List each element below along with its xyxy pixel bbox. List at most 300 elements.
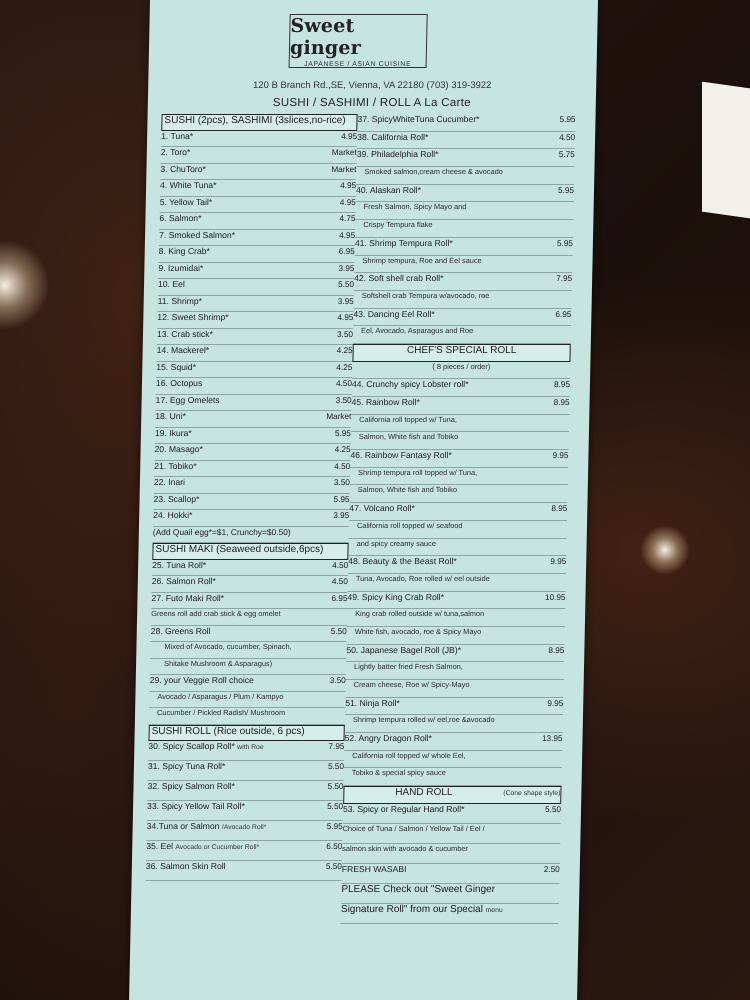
section-label: SUSHI ROLL (Rice outside, 6 pcs)	[151, 725, 305, 737]
description-text: and spicy creamy sauce	[356, 538, 437, 548]
item-label: 52. Angry Dragon Roll*	[344, 733, 433, 744]
item-price: 2.50	[543, 864, 560, 874]
item-label: 2. Toro*	[160, 147, 191, 157]
item-price: 3.50	[335, 395, 352, 405]
item-label: 3. ChuToro*	[160, 163, 206, 174]
item-price: 4.50	[331, 577, 348, 586]
menu-item	[154, 444, 350, 461]
item-price: 3.50	[336, 329, 354, 339]
menu-item	[160, 164, 356, 181]
menu-item	[152, 576, 348, 593]
section-label: SUSHI (2pcs), SASHIMI (3slices,no-rice)	[164, 115, 346, 126]
menu-item	[160, 197, 356, 214]
section-label: SUSHI MAKI (Seaweed outside,6pcs)	[155, 544, 324, 555]
menu-item	[146, 821, 342, 841]
item-price: 4.95	[341, 131, 358, 141]
item-price: 3.50	[333, 478, 350, 487]
item-label: 16. Octopus	[155, 378, 203, 388]
item-description	[350, 468, 568, 486]
item-name	[158, 296, 314, 306]
menu-item	[148, 761, 344, 781]
menu-item	[351, 397, 569, 415]
item-name	[155, 428, 311, 438]
item-label: 7. Smoked Salmon*	[158, 229, 236, 240]
item-price: 8.95	[553, 380, 571, 390]
item-name	[160, 197, 316, 207]
item-description	[356, 167, 574, 185]
item-description	[345, 715, 563, 733]
item-price: 5.50	[338, 280, 355, 289]
item-name	[147, 781, 303, 791]
item-name	[147, 821, 303, 831]
item-name	[157, 329, 313, 339]
item-label: 44. Crunchy spicy Lobster roll*	[351, 379, 469, 390]
quail-egg-note	[153, 527, 349, 544]
item-price: 4.25	[336, 362, 353, 372]
item-price: 5.95	[556, 238, 573, 248]
item-name	[352, 379, 530, 389]
item-name	[350, 450, 528, 460]
item-description	[345, 680, 563, 698]
item-price: 5.50	[325, 862, 342, 871]
menu-item	[151, 626, 347, 643]
item-label: 31. Spicy Tuna Roll*	[147, 761, 226, 771]
item-price: 4.25	[336, 346, 353, 355]
item-label: 49. Spicy King Crab Roll*	[347, 591, 445, 602]
item-price: 4.95	[340, 181, 357, 190]
section-note: (Cone shape style)	[503, 790, 561, 798]
item-label: 12. Sweet Shrimp*	[157, 312, 229, 322]
item-note: /Avocado Roll*	[221, 824, 267, 831]
menu-item	[345, 698, 563, 716]
item-name	[348, 556, 526, 566]
item-label: 18. Uni*	[155, 411, 186, 421]
restaurant-logo	[289, 14, 428, 68]
item-price: Market	[326, 412, 352, 421]
item-name	[157, 312, 313, 322]
item-description	[349, 521, 567, 539]
note-text: ( 8 pieces / order)	[432, 361, 491, 371]
item-label: 10. Eel	[157, 279, 185, 289]
menu-sheet	[129, 0, 598, 1000]
item-note: Avocado or Cucumber Roll*	[175, 844, 260, 851]
item-name	[159, 230, 315, 240]
item-description	[348, 574, 566, 592]
hand-roll-header	[343, 786, 561, 804]
item-name	[159, 213, 315, 223]
item-note: with Roe	[237, 744, 264, 751]
item-price: 3.50	[329, 676, 346, 685]
section-title: SUSHI / SASHIMI / ROLL A La Carte	[272, 97, 471, 109]
item-label: 5. Yellow Tail*	[159, 196, 213, 207]
item-price: 4.95	[337, 313, 354, 322]
chefs-special-note	[352, 362, 570, 380]
right-column	[341, 114, 576, 924]
item-price: 4.75	[339, 214, 356, 223]
menu-item	[157, 329, 353, 346]
description-text: Shrimp tempura rolled w/ eel,roe &avocado	[352, 715, 495, 725]
item-label: 43. Dancing Eel Roll*	[353, 308, 435, 319]
item-label: 19. Ikura*	[154, 427, 192, 438]
item-label: 25. Tuna Roll*	[152, 559, 207, 570]
menu-item	[155, 411, 351, 428]
description-text: California roll topped w/ Tuna,	[359, 414, 458, 424]
description-text: Avocado / Asparagus / Plum / Kampyo	[157, 691, 284, 701]
menu-item	[154, 461, 350, 478]
item-name	[148, 741, 304, 751]
item-price: 5.75	[558, 150, 575, 160]
item-name	[154, 461, 310, 471]
item-name	[152, 576, 308, 586]
item-description	[149, 692, 345, 709]
sushi-roll-header	[148, 725, 344, 742]
menu-item	[158, 279, 354, 296]
menu-item	[157, 296, 353, 313]
menu-item	[156, 378, 352, 395]
menu-item	[153, 494, 349, 511]
menu-item	[161, 147, 357, 164]
item-label: 29. your Veggie Roll choice	[149, 675, 255, 685]
item-name	[157, 345, 313, 355]
address-line: 120 B Branch Rd.,SE, Vienna, VA 22180 (703) 319-3922	[252, 80, 492, 91]
item-label: 48. Beauty & the Beast Roll*	[348, 556, 457, 567]
item-name	[156, 378, 312, 388]
item-label: 30. Spicy Scallop Roll*	[148, 741, 235, 751]
item-description	[354, 291, 572, 309]
menu-item	[150, 675, 346, 692]
item-price: 5.50	[327, 782, 344, 791]
item-price: 8.95	[553, 398, 570, 407]
item-price: 10.95	[544, 592, 566, 602]
description-text: Salmon, White fish and Tobiko	[357, 485, 458, 495]
item-price: Market	[331, 148, 357, 157]
menu-item	[352, 379, 570, 397]
description-text: Shrimp tempura, Roe and Eel sauce	[362, 255, 482, 265]
item-label: 53. Spicy or Regular Hand Roll*	[342, 803, 465, 814]
item-price: 8.95	[551, 504, 568, 514]
item-label: 11. Shrimp*	[157, 295, 203, 306]
note-text: (Add Quail egg*=$1, Crunchy=$0.50)	[152, 526, 291, 537]
item-name	[161, 147, 317, 157]
item-name	[146, 841, 302, 851]
sushi-sashimi-header	[161, 114, 357, 131]
item-price: 5.95	[333, 494, 350, 504]
item-label: 27. Futo Maki Roll*	[151, 592, 225, 603]
menu-item	[146, 861, 342, 881]
item-name	[158, 279, 314, 289]
item-description	[342, 824, 560, 844]
item-label: 34.Tuna or Salmon	[146, 821, 220, 831]
item-name	[343, 804, 521, 814]
menu-item	[355, 238, 573, 256]
item-name	[153, 494, 309, 504]
item-label: 8. King Crab*	[158, 246, 210, 256]
item-price: Market	[331, 164, 357, 174]
description-text: Shrimp tempura roll topped w/ Tuna,	[358, 467, 478, 477]
item-price: 3.95	[338, 263, 355, 273]
menu-item	[154, 477, 350, 494]
item-price: 3.95	[333, 511, 350, 520]
description-text: Smoked salmon,cream cheese & avocado	[364, 167, 503, 177]
item-price: 9.95	[552, 451, 569, 461]
description-text: Eel, Avocado, Asparagus and Roe	[360, 326, 474, 336]
item-price: 6.50	[326, 842, 343, 851]
item-name	[159, 246, 315, 256]
description-text: Fresh Salmon, Spicy Mayo and	[363, 202, 467, 212]
item-label: 17. Egg Omelets	[155, 394, 220, 405]
item-name	[342, 864, 520, 874]
item-name	[146, 861, 302, 871]
item-label: 32. Spicy Salmon Roll*	[147, 781, 236, 791]
item-label: 33. Spicy Yellow Tail Roll*	[147, 801, 246, 811]
item-name	[356, 185, 534, 195]
description-text: California roll topped w/ whole Eel,	[352, 750, 466, 760]
sushi-maki-header	[152, 543, 348, 560]
item-name	[346, 645, 524, 655]
item-description	[149, 708, 345, 725]
item-label: 40. Alaskan Roll*	[355, 184, 422, 195]
item-name	[351, 397, 529, 407]
item-price: 9.95	[550, 557, 567, 567]
item-price: 6.95	[555, 309, 572, 319]
description-text: Tobiko & special spicy sauce	[351, 768, 446, 778]
menu-header	[148, 0, 598, 115]
menu-item	[357, 132, 575, 150]
menu-item	[146, 841, 342, 861]
item-label: 45. Rainbow Roll*	[351, 397, 420, 407]
item-price: 4.50	[335, 379, 353, 388]
item-label: 21. Tobiko*	[154, 460, 197, 471]
item-name	[353, 309, 531, 319]
menu-item	[349, 503, 567, 521]
menu-item	[147, 801, 343, 821]
item-label: 26. Salmon Roll*	[151, 576, 216, 586]
menu-item	[156, 362, 352, 379]
item-name	[347, 592, 525, 602]
item-price: 7.95	[328, 742, 345, 751]
menu-item	[341, 864, 559, 884]
item-name	[155, 411, 311, 421]
item-name	[357, 114, 535, 124]
item-description	[346, 662, 564, 680]
signature-text	[341, 904, 559, 915]
menu-item	[159, 230, 355, 247]
item-label: 36. Salmon Skin Roll	[145, 861, 226, 871]
item-label: 35. Eel	[146, 841, 174, 851]
menu-item	[151, 593, 347, 610]
napkin	[702, 82, 750, 219]
item-name	[355, 238, 533, 248]
item-description	[344, 751, 562, 769]
item-label: 39. Philadelphia Roll*	[356, 149, 439, 160]
item-label: 51. Ninja Roll*	[345, 697, 400, 708]
item-label: 37. SpicyWhiteTuna Cucumber*	[357, 114, 480, 124]
item-name	[354, 273, 532, 283]
menu-item	[344, 733, 562, 751]
signature-note	[341, 884, 559, 904]
item-label: 22. Inari	[153, 477, 186, 487]
item-description	[342, 844, 560, 864]
description-text: Shitake Mushroom & Asparagus)	[164, 658, 273, 668]
item-label: 20. Masago*	[154, 444, 203, 454]
item-price: 3.95	[337, 296, 354, 306]
menu-item	[347, 592, 565, 610]
menu-item	[155, 395, 351, 412]
item-name	[345, 698, 523, 708]
item-name	[151, 593, 307, 603]
menu-item	[159, 213, 355, 230]
item-name	[160, 164, 316, 174]
item-price: 4.50	[332, 560, 349, 570]
item-label: 9. Izumidai*	[158, 262, 204, 273]
signature-note	[341, 904, 559, 924]
item-description	[150, 659, 346, 676]
item-name	[161, 131, 317, 141]
item-name	[151, 626, 307, 636]
menu-item	[153, 510, 349, 527]
signature-text: PLEASE Check out "Sweet Ginger	[341, 883, 496, 895]
menu-item	[148, 741, 344, 761]
menu-item	[160, 180, 356, 197]
menu-item	[343, 804, 561, 824]
item-label: 23. Scallop*	[153, 493, 200, 504]
menu-item	[161, 131, 357, 148]
item-price: 5.50	[545, 804, 562, 814]
chefs-special-header	[352, 344, 570, 362]
item-price: 5.95	[559, 115, 576, 124]
item-price: 5.50	[330, 626, 347, 636]
light-glare	[640, 525, 690, 575]
item-price: 6.95	[331, 593, 348, 603]
description-text: White fish, avocado, roe & Spicy Mayo	[354, 626, 482, 636]
item-description	[347, 609, 565, 627]
item-label: 14. Mackerel*	[156, 345, 210, 355]
item-name	[357, 149, 535, 159]
item-description	[355, 220, 573, 238]
item-label: 46. Rainbow Fantasy Roll*	[350, 450, 452, 461]
item-description	[354, 256, 572, 274]
item-price: 5.50	[327, 802, 344, 811]
menu-item	[158, 263, 354, 280]
item-label: 38. California Roll*	[357, 131, 429, 142]
item-price: 4.95	[339, 230, 356, 240]
description-text: Cucumber / Pickled Radish/ Mushroom	[156, 708, 286, 717]
menu-item	[357, 114, 575, 132]
item-name	[152, 560, 308, 570]
item-name	[158, 263, 314, 273]
item-label: 42. Soft shell crab Roll*	[354, 273, 444, 284]
item-label: 15. Squid*	[156, 361, 197, 372]
item-name	[357, 132, 535, 142]
item-label: 13. Crab stick*	[156, 328, 214, 339]
menu-item	[353, 309, 571, 327]
description-text: salmon skin with avocado & cucumber	[342, 843, 469, 853]
menu-item	[346, 645, 564, 663]
item-label: 50. Japanese Bagel Roll (JB)*	[346, 644, 462, 655]
item-name	[154, 444, 310, 454]
item-description	[348, 539, 566, 557]
item-name	[148, 761, 304, 771]
item-description	[349, 485, 567, 503]
menu-item	[354, 273, 572, 291]
item-description	[351, 432, 569, 450]
item-label: FRESH WASABI	[341, 863, 407, 874]
description-text: King crab rolled outside w/ tuna,salmon	[355, 609, 485, 619]
menu-item	[350, 450, 568, 468]
description-text: Tuna, Avocado, Roe rolled w/ eel outside	[355, 573, 490, 583]
description-text: Softshell crab Tempura w/avocado, roe	[361, 290, 490, 300]
description-text: Cream cheese, Roe w/ Spicy-Mayo	[353, 680, 470, 689]
menu-item	[155, 428, 351, 445]
item-description	[351, 415, 569, 433]
left-column	[146, 114, 358, 881]
item-description	[346, 627, 564, 645]
item-name	[147, 801, 303, 811]
description-text: Crispy Tempura flake	[363, 220, 433, 230]
item-name	[156, 362, 312, 372]
item-price: 13.95	[541, 734, 563, 744]
item-price: 4.50	[559, 132, 576, 142]
item-name	[156, 395, 312, 405]
item-price: 8.95	[548, 645, 565, 655]
item-label: 4. White Tuna*	[160, 180, 217, 190]
description-text: Salmon, White fish and Tobiko	[358, 432, 459, 442]
item-price: 5.95	[334, 428, 352, 438]
menu-item	[152, 560, 348, 577]
signature-menu: menu	[485, 906, 503, 914]
item-price: 6.95	[338, 247, 355, 256]
item-label: 47. Volcano Roll*	[349, 503, 415, 514]
logo-name: Sweet ginger	[289, 14, 362, 59]
item-name	[153, 510, 309, 520]
item-description	[353, 326, 571, 344]
description-text: Mixed of Avocado, cucumber, Spinach,	[164, 642, 292, 651]
item-price: 5.95	[557, 185, 575, 195]
description-text: Choice of Tuna / Salmon / Yellow Tail / Eel /	[342, 823, 485, 833]
item-name	[349, 503, 527, 513]
description-text: Lightly batter fried Fresh Salmon,	[353, 662, 463, 672]
item-label: 24. Hokki*	[153, 510, 193, 520]
menu-item	[357, 149, 575, 167]
item-price: 7.95	[556, 274, 573, 284]
menu-item	[159, 246, 355, 263]
item-name	[150, 675, 306, 685]
item-price: 4.25	[334, 445, 351, 454]
signature-label: Signature Roll" from our Special	[340, 903, 484, 915]
item-description	[355, 202, 573, 220]
menu-item	[356, 185, 574, 203]
menu-item	[157, 312, 353, 329]
item-label: 1. Tuna*	[161, 130, 194, 141]
item-price: 9.95	[547, 698, 564, 708]
section-label: CHEF'S SPECIAL ROLL	[406, 344, 517, 356]
item-price: 5.50	[327, 762, 345, 771]
item-description	[151, 609, 347, 626]
item-description	[150, 642, 346, 659]
item-label: 28. Greens Roll	[150, 625, 211, 636]
item-description	[344, 768, 562, 786]
item-name	[154, 477, 310, 487]
item-price: 4.50	[334, 461, 351, 471]
item-name	[344, 733, 522, 743]
item-label: 41. Shrimp Tempura Roll*	[354, 237, 453, 248]
section-label: HAND ROLL	[395, 787, 453, 799]
item-price: 4.95	[339, 197, 356, 207]
description-text: Greens roll add crab stick & egg omelet	[151, 609, 281, 618]
item-label: 6. Salmon*	[159, 213, 202, 223]
light-glare	[0, 240, 50, 330]
item-price: 5.95	[326, 822, 343, 831]
